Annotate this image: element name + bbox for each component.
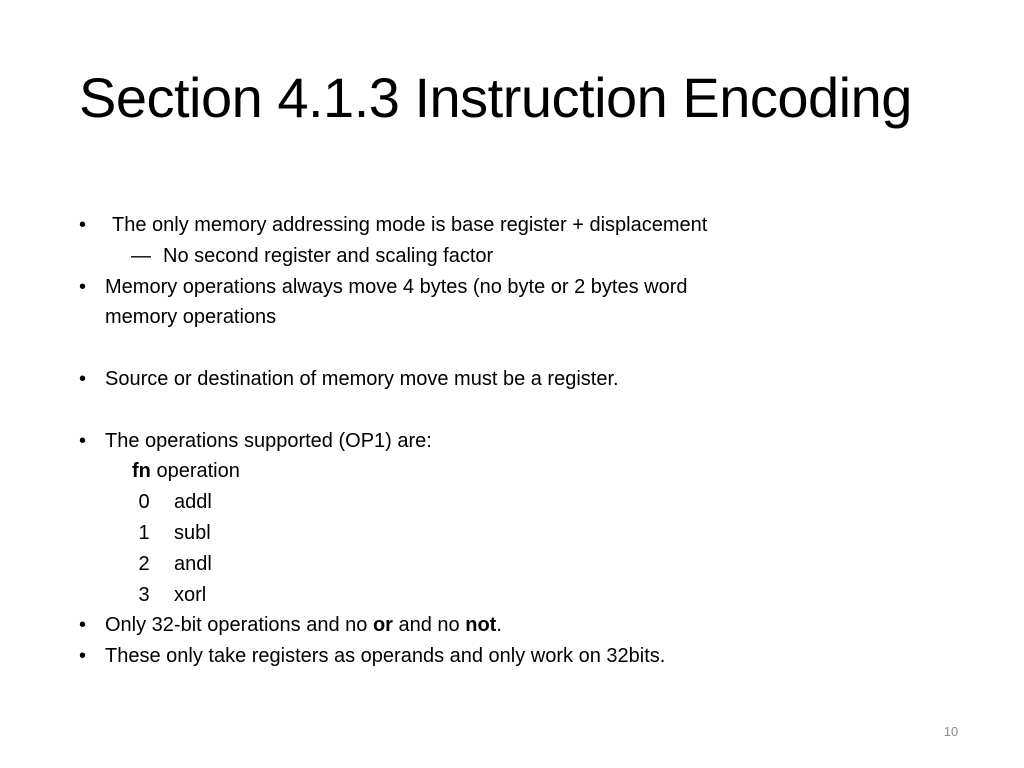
- op-table-row: [0, 487, 1024, 518]
- bullet-text: [105, 610, 502, 641]
- bullet-icon: •: [79, 214, 87, 236]
- bullet-icon: •: [79, 367, 87, 390]
- bullet-icon: •: [79, 614, 87, 637]
- bold-not: not: [465, 614, 497, 637]
- sub-bullet-item: [0, 241, 1024, 272]
- op-table-header-text: [132, 456, 240, 487]
- fn-code: 1: [138, 521, 150, 544]
- operation-name: addl: [174, 491, 212, 514]
- spacer: [0, 333, 1024, 364]
- slide-number: 10: [943, 724, 959, 739]
- bullet-text-continued: memory operations: [105, 306, 277, 329]
- bullet-item: [0, 364, 1024, 395]
- fn-code: 0: [138, 491, 150, 514]
- op-table-header: [0, 456, 1024, 487]
- operation-name: xorl: [174, 583, 207, 606]
- bullet-text: These only take registers as operands and only work on 32bits.: [105, 645, 666, 668]
- bullet-icon: •: [79, 429, 87, 452]
- bold-or: or: [372, 614, 393, 637]
- fn-code: 3: [138, 583, 150, 606]
- bullet-item: [0, 272, 1024, 303]
- bullet-text: Memory operations always move 4 bytes (no byte or 2 bytes word: [105, 275, 688, 298]
- fn-code: 2: [138, 552, 150, 575]
- spacer: [0, 395, 1024, 426]
- bullet-item: [0, 641, 1024, 672]
- text-segment: and no: [392, 614, 466, 637]
- bullet-item: [0, 426, 1024, 457]
- text-segment: Only 32-bit operations and no: [105, 614, 373, 637]
- slide-body: [0, 210, 1024, 672]
- bullet-text: The only memory addressing mode is base register + displacement: [112, 214, 708, 236]
- bullet-item: [0, 610, 1024, 641]
- operation-label: operation: [150, 460, 240, 483]
- dash-icon: —: [131, 244, 151, 267]
- op-table-row: [0, 580, 1024, 611]
- sub-bullet-text: No second register and scaling factor: [163, 244, 494, 267]
- bullet-item: [0, 210, 1024, 241]
- bullet-text: Source or destination of memory move must be a register.: [105, 367, 619, 390]
- fn-label: fn: [132, 460, 151, 483]
- slide-title: Section 4.1.3 Instruction Encoding: [79, 66, 912, 129]
- bullet-icon: •: [79, 275, 87, 298]
- operation-name: subl: [174, 521, 211, 544]
- bullet-continuation: [0, 302, 1024, 333]
- op-table-row: [0, 549, 1024, 580]
- bullet-icon: •: [79, 645, 87, 668]
- operation-name: andl: [174, 552, 212, 575]
- text-segment: .: [496, 614, 502, 637]
- bullet-text: The operations supported (OP1) are:: [105, 429, 432, 452]
- op-table-row: [0, 518, 1024, 549]
